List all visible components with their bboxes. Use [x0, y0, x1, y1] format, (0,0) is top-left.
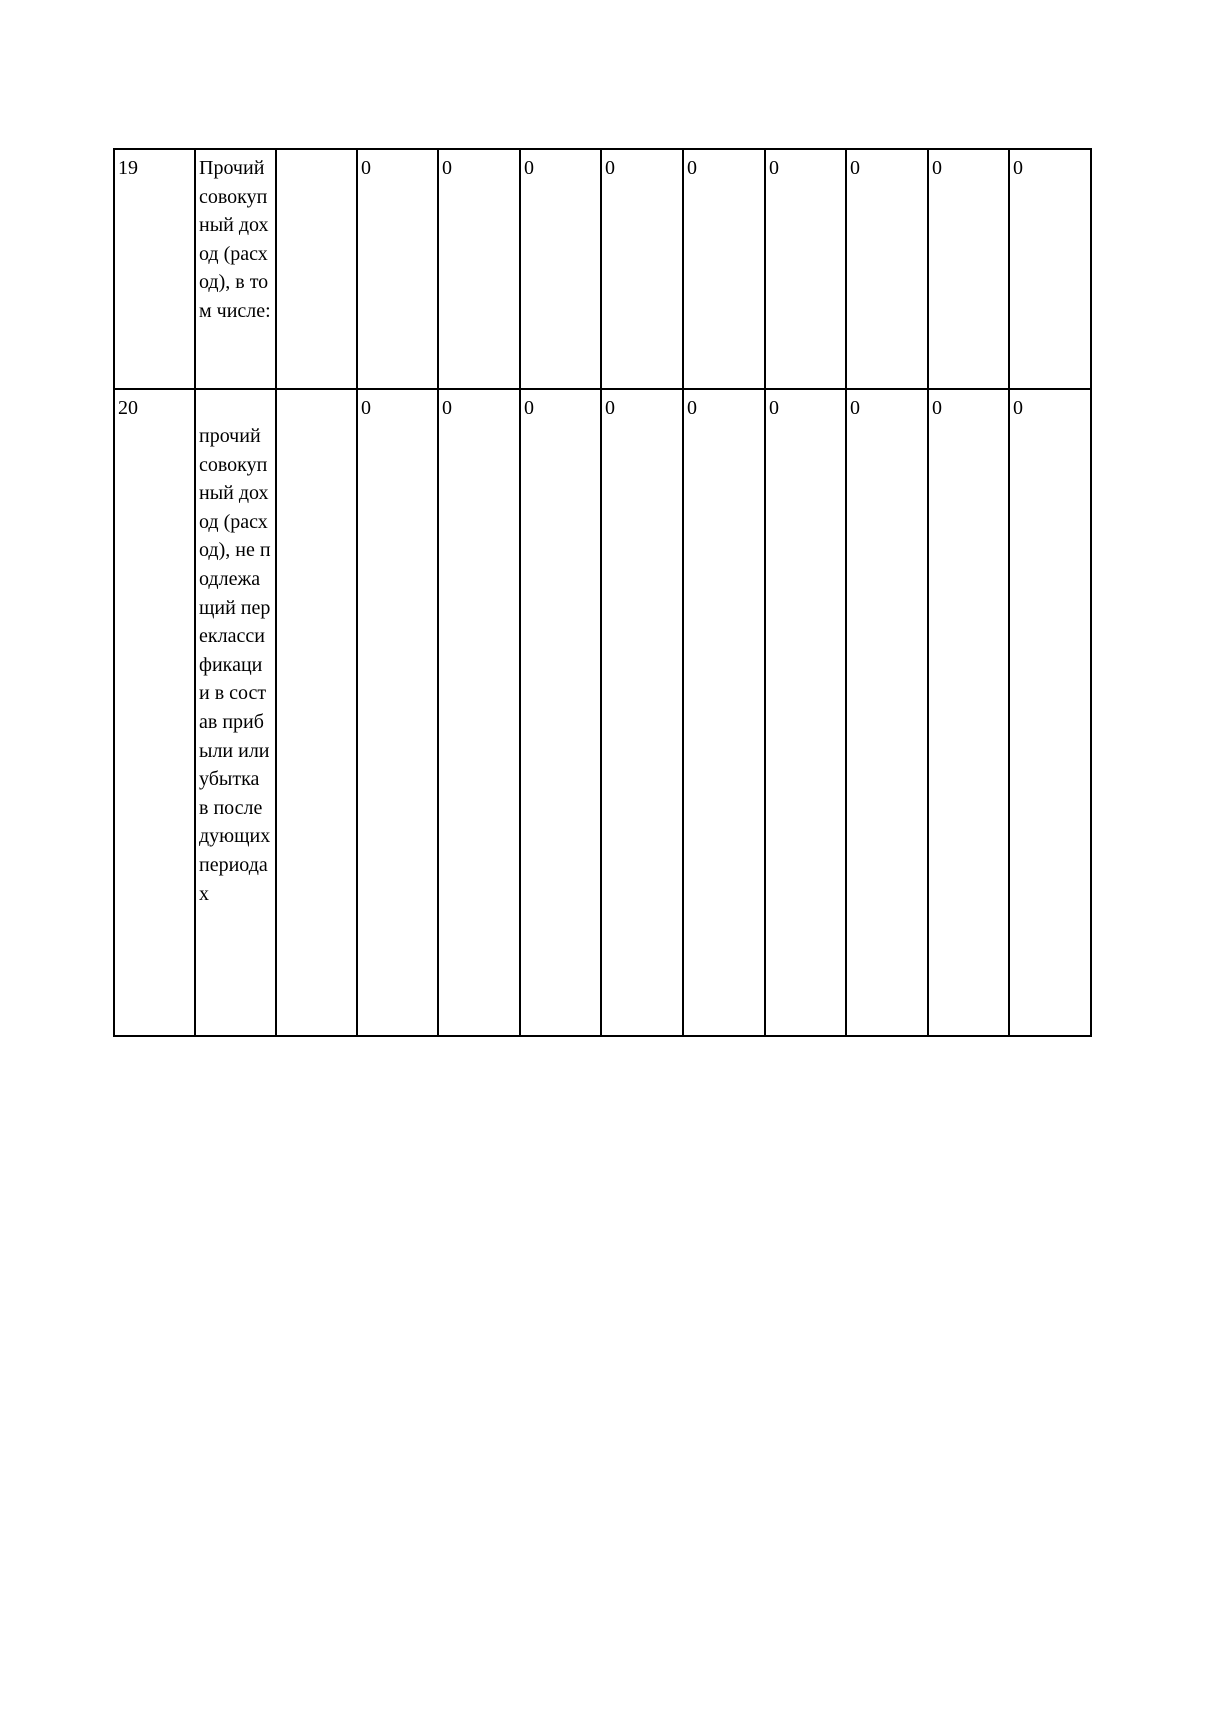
value-cell: 0: [438, 389, 520, 1036]
value-cell: 0: [683, 149, 765, 389]
report-table: [113, 148, 1092, 1037]
value-cell: 0: [846, 389, 928, 1036]
table-row: [114, 149, 1091, 389]
value-cell: 0: [928, 389, 1009, 1036]
value-cell: 0: [1009, 149, 1091, 389]
value-cell: 0: [357, 149, 438, 389]
value-cell: 0: [765, 389, 846, 1036]
value-cell: 0: [1009, 389, 1091, 1036]
row-label-text: Прочий совокупный доход (расход), в том числе:: [199, 157, 271, 322]
value-cell: 0: [683, 389, 765, 1036]
row-number-cell: 20: [114, 389, 195, 1036]
value-cell: 0: [520, 389, 601, 1036]
empty-cell: [276, 149, 357, 389]
table-row: [114, 389, 1091, 1036]
row-number-cell: 19: [114, 149, 195, 389]
value-cell: 0: [438, 149, 520, 389]
row-label-cell: [195, 149, 276, 389]
row-label-text: прочий совокупный доход (расход), не подлежащий переклассификации в состав прибыли или убытка в последующих периодах: [199, 425, 271, 905]
value-cell: 0: [601, 389, 683, 1036]
value-cell: 0: [928, 149, 1009, 389]
value-cell: 0: [520, 149, 601, 389]
value-cell: 0: [357, 389, 438, 1036]
value-cell: 0: [765, 149, 846, 389]
value-cell: 0: [601, 149, 683, 389]
value-cell: 0: [846, 149, 928, 389]
empty-cell: [276, 389, 357, 1036]
row-label-cell: [195, 389, 276, 1036]
